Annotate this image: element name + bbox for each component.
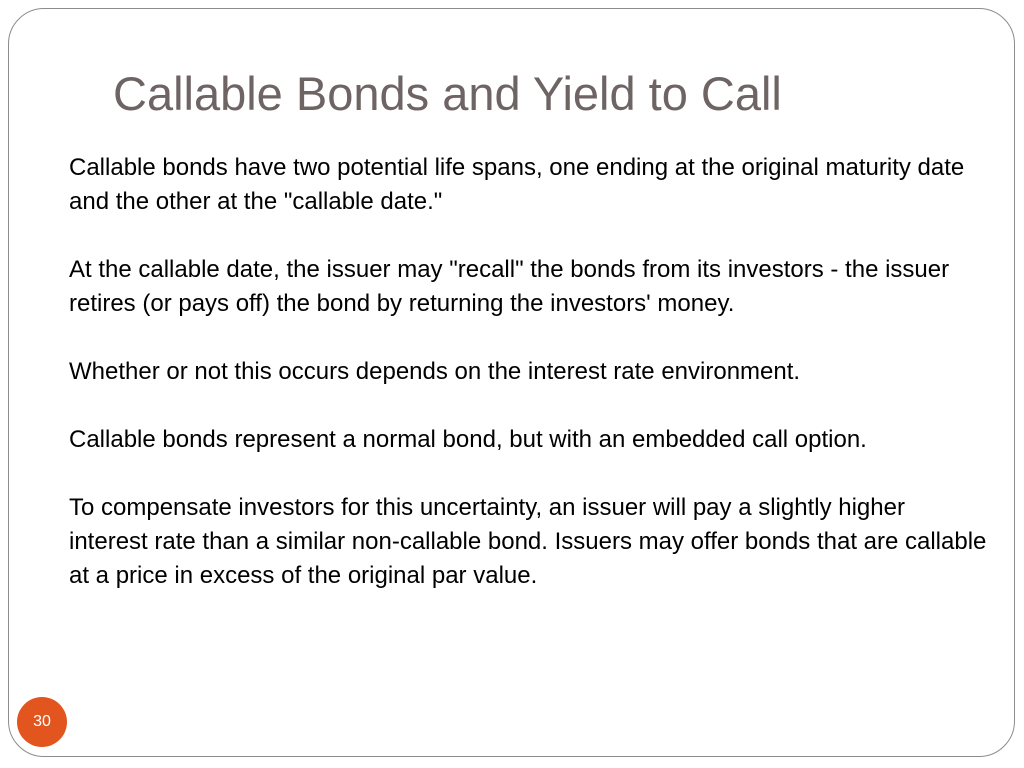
paragraph-interest-environment: Whether or not this occurs depends on the interest rate environment. [69, 358, 801, 385]
paragraph-recall: At the callable date, the issuer may "recall" the bonds from its investors - the issuer retires (or pays off) the bond by returning the investors' money. [69, 256, 950, 317]
paragraph-compensation: To compensate investors for this uncertainty, an issuer will pay a slightly higher interest rate than a similar non-callable bond. Issuers may offer bonds that are callable at a price in excess of the original par value. [69, 494, 987, 589]
paragraph-embedded-option: Callable bonds represent a normal bond, but with an embedded call option. [69, 426, 867, 453]
slide-body [69, 151, 989, 593]
slide-title: Callable Bonds and Yield to Call [113, 67, 782, 120]
page-number-badge: 30 [17, 697, 67, 747]
paragraph-life-spans: Callable bonds have two potential life spans, one ending at the original maturity date and the other at the "callable date." [69, 154, 965, 215]
